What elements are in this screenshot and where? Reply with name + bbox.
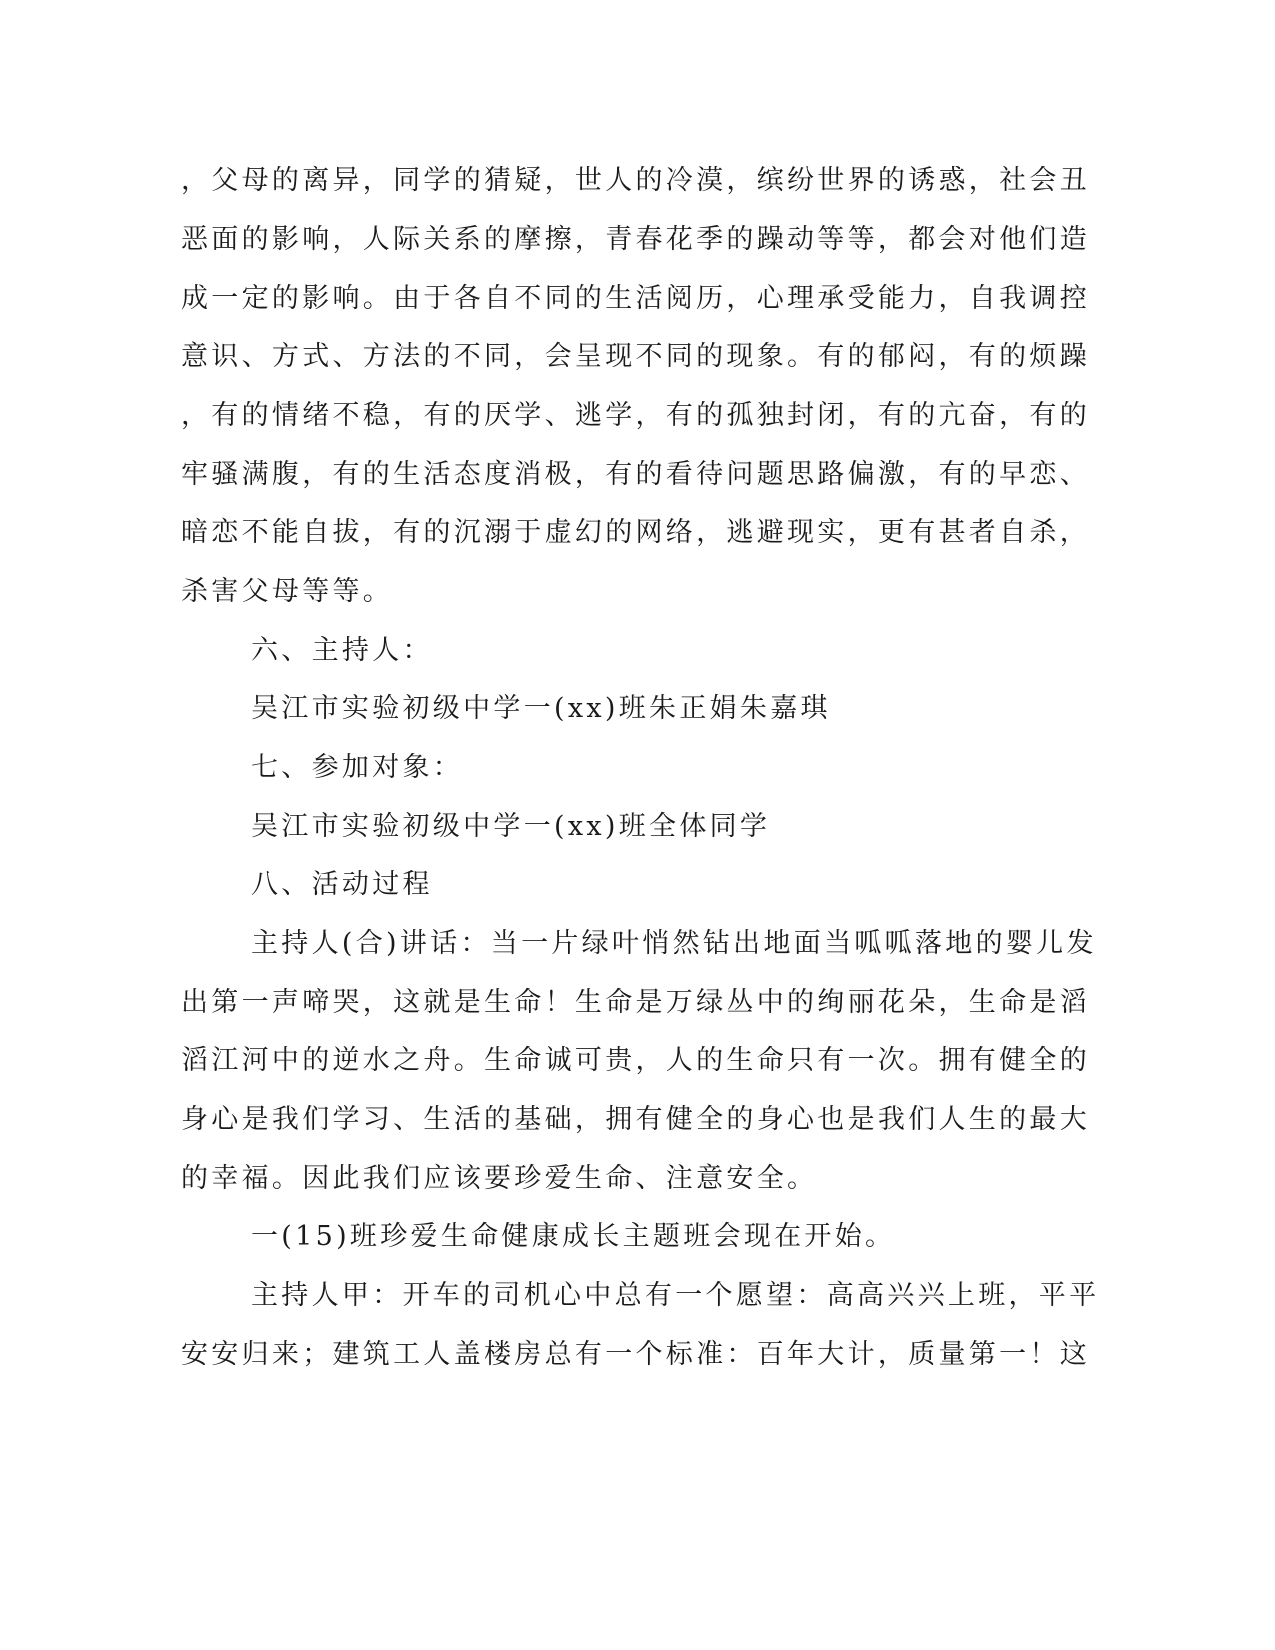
paragraph-line: 主持人甲：开车的司机心中总有一个愿望：高高兴兴上班，平平 bbox=[251, 1280, 1100, 1311]
paragraph-line: 滔江河中的逆水之舟。生命诚可贵，人的生命只有一次。拥有健全的 bbox=[181, 1045, 1090, 1076]
paragraph-line: 牢骚满腹，有的生活态度消极，有的看待问题思路偏激，有的早恋、 bbox=[181, 459, 1090, 490]
section-heading: 七、参加对象： bbox=[251, 752, 464, 783]
paragraph-line: ，父母的离异，同学的猜疑，世人的冷漠，缤纷世界的诱惑，社会丑 bbox=[181, 165, 1090, 196]
paragraph-line: 安安归来；建筑工人盖楼房总有一个标准：百年大计，质量第一！这 bbox=[181, 1339, 1090, 1370]
paragraph-line: 一(15)班珍爱生命健康成长主题班会现在开始。 bbox=[251, 1221, 896, 1252]
paragraph-line: 主持人(合)讲话：当一片绿叶悄然钻出地面当呱呱落地的婴儿发 bbox=[251, 928, 1097, 959]
paragraph-line: 杀害父母等等。 bbox=[181, 576, 394, 607]
paragraph-line: 恶面的影响，人际关系的摩擦，青春花季的躁动等等，都会对他们造 bbox=[181, 224, 1090, 255]
paragraph-line: ，有的情绪不稳，有的厌学、逃学，有的孤独封闭，有的亢奋，有的 bbox=[181, 400, 1090, 431]
paragraph-line: 身心是我们学习、生活的基础，拥有健全的身心也是我们人生的最大 bbox=[181, 1104, 1090, 1135]
paragraph-line: 吴江市实验初级中学一(xx)班朱正娟朱嘉琪 bbox=[251, 693, 831, 724]
section-heading: 六、主持人： bbox=[251, 635, 433, 666]
paragraph-line: 意识、方式、方法的不同，会呈现不同的现象。有的郁闷，有的烦躁 bbox=[181, 341, 1090, 372]
section-heading: 八、活动过程 bbox=[251, 869, 433, 900]
paragraph-line: 成一定的影响。由于各自不同的生活阅历，心理承受能力，自我调控 bbox=[181, 283, 1090, 314]
paragraph-line: 暗恋不能自拔，有的沉溺于虚幻的网络，逃避现实，更有甚者自杀， bbox=[181, 517, 1090, 548]
paragraph-line: 出第一声啼哭，这就是生命！生命是万绿丛中的绚丽花朵，生命是滔 bbox=[181, 987, 1090, 1018]
paragraph-line: 的幸福。因此我们应该要珍爱生命、注意安全。 bbox=[181, 1163, 818, 1194]
paragraph-line: 吴江市实验初级中学一(xx)班全体同学 bbox=[251, 811, 771, 842]
